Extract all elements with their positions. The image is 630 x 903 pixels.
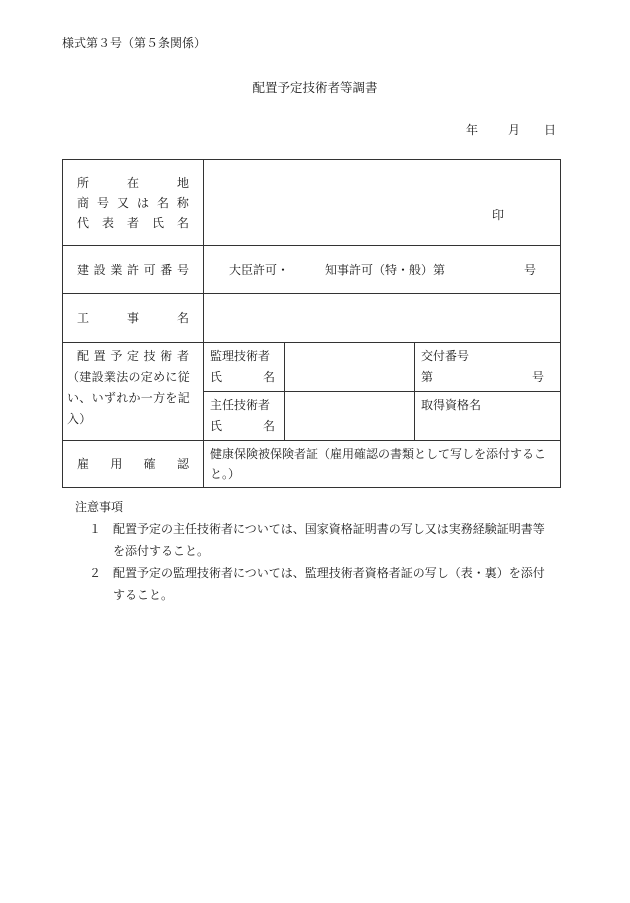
governor-license: 知事許可（特・般）第 [325, 263, 446, 277]
form-number: 様式第３号（第５条関係） [62, 36, 207, 50]
supervising-label-cell [204, 343, 285, 392]
row-employment-confirmation [63, 441, 561, 488]
chief-label-cell [204, 392, 285, 441]
company-info-label-cell [63, 160, 204, 246]
date-year: 年 [466, 123, 479, 137]
label-supervising-name: 氏 名 [210, 370, 275, 384]
company-info-input-cell[interactable] [204, 160, 561, 246]
employment-content-cell[interactable] [204, 441, 561, 488]
note-text: 配置予定の監理技術者については、監理技術者資格者証の写し（表・裏）を添付すること。 [113, 566, 545, 602]
document-title: 配置予定技術者等調書 [252, 80, 378, 95]
label-issue-number: 交付番号 [421, 349, 470, 363]
employment-content: 健康保険被保険者証（雇用確認の書類として写しを添付すること。） [210, 447, 547, 481]
row-license [63, 246, 561, 294]
label-license-number: 建 設 業 許 可 番 号 [77, 262, 189, 277]
note-item [89, 518, 555, 562]
label-representative: 代 表 者 氏 名 [77, 215, 189, 230]
license-label-cell [63, 246, 204, 294]
license-number-suffix: 号 [524, 263, 537, 277]
issue-number-cell[interactable] [415, 343, 561, 392]
row-construction-name [63, 294, 561, 343]
notes-section [75, 496, 555, 606]
date-month: 月 [508, 123, 521, 137]
construction-label-cell [63, 294, 204, 343]
employment-label-cell [63, 441, 204, 488]
license-input-cell[interactable] [204, 246, 561, 294]
row-supervising-engineer [63, 343, 561, 392]
row-company-info [63, 160, 561, 246]
note-item [89, 562, 555, 606]
notes-heading: 注意事項 [75, 500, 124, 514]
label-company-name: 商 号 又 は 名 称 [77, 195, 189, 210]
label-construction-name: 工 事 名 [77, 311, 189, 325]
note-number: １ [89, 522, 102, 536]
label-chief-name: 氏 名 [210, 419, 275, 433]
label-employment-confirmation: 雇 用 確 認 [77, 457, 189, 471]
label-qualification: 取得資格名 [421, 398, 482, 412]
label-assigned-engineer-note: （建設業法の定めに従い、いずれか一方を記入） [67, 370, 191, 426]
assigned-engineer-label-cell [63, 343, 204, 441]
label-chief-engineer: 主任技術者 [210, 398, 271, 412]
seal-mark: 印 [492, 208, 505, 222]
minister-license: 大臣許可・ [229, 263, 290, 277]
construction-name-input-cell[interactable] [204, 294, 561, 343]
note-text: 配置予定の主任技術者については、国家資格証明書の写し又は実務経験証明書等を添付すること。 [113, 522, 545, 558]
qualification-cell[interactable] [415, 392, 561, 441]
chief-name-input-cell[interactable] [285, 392, 415, 441]
label-address: 所 在 地 [77, 175, 189, 190]
technician-form-table [62, 159, 561, 488]
label-supervising-engineer: 監理技術者 [210, 349, 271, 363]
label-assigned-engineer: 配 置 予 定 技 術 者 [77, 349, 189, 363]
supervising-name-input-cell[interactable] [285, 343, 415, 392]
note-number: ２ [89, 566, 102, 580]
issue-number-field: 第 号 [421, 370, 545, 384]
date-day: 日 [544, 123, 557, 137]
